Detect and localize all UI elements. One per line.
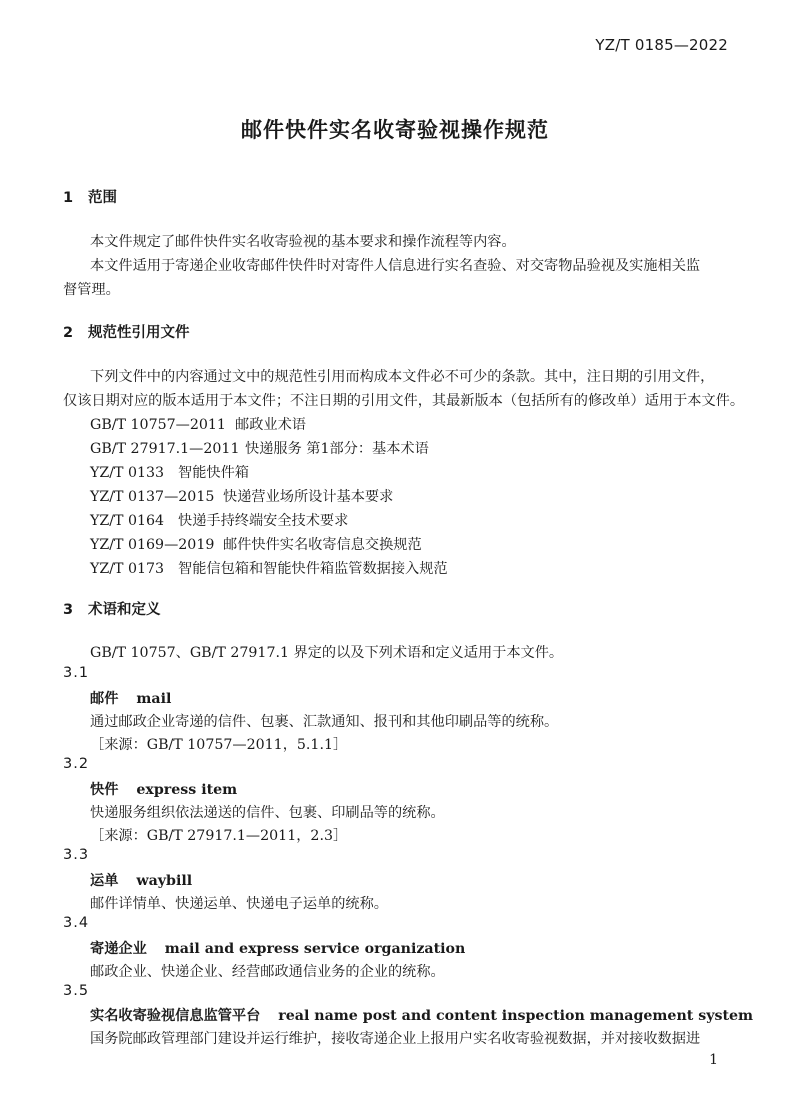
term-heading	[90, 779, 237, 799]
term-heading	[90, 938, 465, 958]
page-number: 1	[709, 1052, 718, 1068]
term-chinese: 运单	[90, 873, 119, 889]
reference-title: 智能信包箱和智能快件箱监管数据接入规范	[178, 561, 448, 577]
section-title: 规范性引用文件	[88, 325, 190, 341]
section-1-heading	[63, 186, 117, 207]
reference-title: 邮政业术语	[235, 417, 306, 433]
section-number: 3	[63, 602, 74, 618]
term-chinese: 实名收寄验视信息监管平台	[90, 1008, 261, 1024]
term-chinese: 邮件	[90, 691, 119, 707]
section-title: 范围	[88, 190, 117, 206]
standard-code: YZ/T 0185—2022	[595, 36, 728, 54]
term-english: mail	[136, 691, 172, 707]
reference-title: 智能快件箱	[178, 465, 249, 481]
section-title: 术语和定义	[88, 602, 161, 618]
section-1-paragraph-2-line-2: 督管理。	[63, 282, 120, 298]
term-number: 3.2	[63, 756, 90, 772]
section-3-intro: GB/T 10757、GB/T 27917.1 界定的以及下列术语和定义适用于本文件。	[90, 645, 564, 661]
term-number: 3.3	[63, 847, 90, 863]
reference-code: YZ/T 0169—2019	[90, 537, 215, 553]
reference-code: YZ/T 0173	[90, 561, 165, 577]
reference-item	[90, 462, 249, 482]
reference-code: YZ/T 0164	[90, 513, 165, 529]
reference-code: GB/T 10757—2011	[90, 417, 226, 433]
reference-item	[90, 534, 422, 554]
term-chinese: 快件	[90, 782, 119, 798]
reference-title: 快递营业场所设计基本要求	[223, 489, 394, 505]
section-2-intro-line-1: 下列文件中的内容通过文中的规范性引用而构成本文件必不可少的条款。其中，注日期的引用文件，	[90, 369, 715, 385]
term-heading	[90, 688, 171, 708]
reference-title: 邮件快件实名收寄信息交换规范	[223, 537, 422, 553]
reference-item	[90, 558, 448, 578]
section-number: 1	[63, 190, 74, 206]
section-3-heading	[63, 598, 161, 619]
reference-item	[90, 486, 393, 506]
term-number: 3.1	[63, 665, 90, 681]
term-definition: 快递服务组织依法递送的信件、包裹、印刷品等的统称。	[90, 805, 445, 821]
term-english: mail and express service organization	[164, 941, 466, 957]
section-1-paragraph-2-line-1: 本文件适用于寄递企业收寄邮件快件时对寄件人信息进行实名查验、对交寄物品验视及实施相关监	[90, 258, 701, 274]
term-definition: 邮件详情单、快递运单、快递电子运单的统称。	[90, 896, 388, 912]
term-source: ［来源：GB/T 10757—2011，5.1.1］	[90, 737, 348, 753]
term-heading	[90, 870, 192, 890]
term-number: 3.5	[63, 983, 90, 999]
term-heading	[90, 1005, 753, 1025]
term-number: 3.4	[63, 915, 90, 931]
term-definition: 通过邮政企业寄递的信件、包裹、汇款通知、报刊和其他印刷品等的统称。	[90, 714, 559, 730]
term-english: waybill	[136, 873, 193, 889]
reference-item	[90, 510, 348, 530]
section-1-paragraph-1: 本文件规定了邮件快件实名收寄验视的基本要求和操作流程等内容。	[90, 234, 516, 250]
reference-title: 快递服务 第1部分：基本术语	[245, 441, 429, 457]
document-title: 邮件快件实名收寄验视操作规范	[241, 118, 549, 142]
reference-title: 快递手持终端安全技术要求	[178, 513, 349, 529]
term-english: real name post and content inspection management system	[278, 1008, 754, 1024]
reference-item	[90, 438, 429, 458]
section-2-heading	[63, 321, 190, 342]
term-chinese: 寄递企业	[90, 941, 147, 957]
term-source: ［来源：GB/T 27917.1—2011，2.3］	[90, 828, 348, 844]
term-english: express item	[136, 782, 238, 798]
reference-code: YZ/T 0133	[90, 465, 165, 481]
reference-code: GB/T 27917.1—2011	[90, 441, 240, 457]
term-definition: 邮政企业、快递企业、经营邮政通信业务的企业的统称。	[90, 964, 445, 980]
term-definition: 国务院邮政管理部门建设并运行维护，接收寄递企业上报用户实名收寄验视数据，并对接收数据进	[90, 1031, 701, 1047]
section-2-intro-line-2: 仅该日期对应的版本适用于本文件；不注日期的引用文件，其最新版本（包括所有的修改单）适用于本文件。	[63, 393, 745, 409]
reference-item	[90, 414, 306, 434]
reference-code: YZ/T 0137—2015	[90, 489, 215, 505]
section-number: 2	[63, 325, 74, 341]
